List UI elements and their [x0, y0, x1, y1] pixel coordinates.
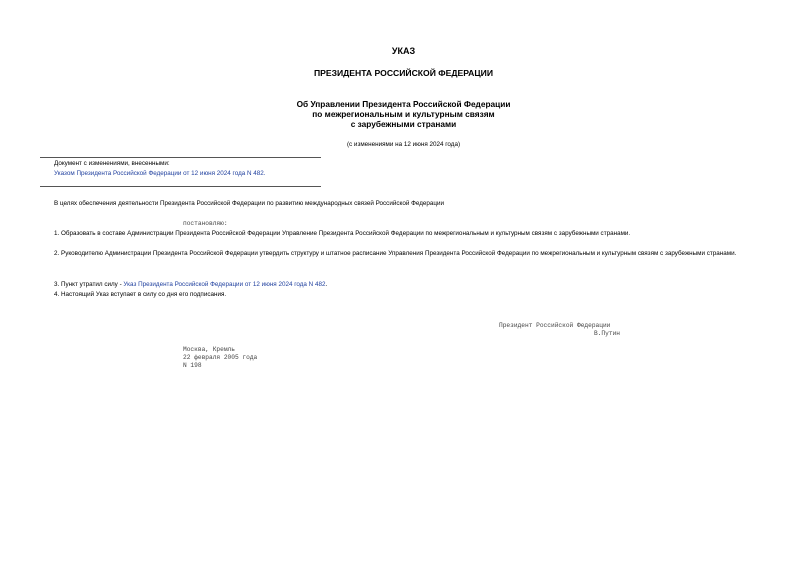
amend-box-top-rule — [40, 157, 321, 158]
item-2: 2. Руководителю Администрации Президента Российской Федерации утвердить структуру и штатное расписание Управления Президента Российской Федерации по межрегиональным и культурным связям с зарубежными странами. — [54, 250, 737, 257]
revision-note: (с изменениями на 12 июня 2024 года) — [346, 141, 461, 148]
subtitle-line: Об Управлении Президента Российской Федерации — [296, 99, 511, 109]
amend-box-bottom-rule — [40, 186, 321, 187]
decree-number: N 198 — [183, 362, 202, 369]
amend-box-link[interactable]: Указом Президента Российской Федерации от 12 июня 2024 года N 482. — [54, 170, 266, 177]
preamble: В целях обеспечения деятельности Президента Российской Федерации по развитию международных связей Российской Федерации — [54, 200, 445, 207]
issuer-title: ПРЕЗИДЕНТА РОССИЙСКОЙ ФЕДЕРАЦИИ — [313, 68, 494, 78]
subtitle-line: с зарубежными странами — [350, 119, 457, 129]
subtitle-line: по межрегиональным и культурным связям — [312, 109, 495, 119]
item-3 — [54, 280, 327, 290]
decree-word: постановляю: — [183, 220, 228, 227]
signature-name: В.Путин — [594, 330, 620, 337]
decree-title: УКАЗ — [391, 46, 416, 56]
item-3-suffix: . — [325, 281, 328, 288]
signing-place: Москва, Кремль — [183, 346, 235, 353]
item-3-prefix: 3. Пункт утратил силу - — [54, 281, 124, 288]
item-3-link[interactable]: Указ Президента Российской Федерации от 12 июня 2024 года N 482 — [123, 281, 326, 288]
signing-date: 22 февраля 2005 года — [183, 354, 258, 361]
signature-position: Президент Российской Федерации — [499, 322, 611, 329]
item-1: 1. Образовать в составе Администрации Президента Российской Федерации Управление Президента Российской Федерации по межрегиональным и культурным связям с зарубежными странами. — [54, 230, 631, 237]
document-subtitle — [0, 99, 807, 129]
amend-box-label: Документ с изменениями, внесенными: — [54, 160, 170, 167]
item-4: 4. Настоящий Указ вступает в силу со дня его подписания. — [54, 291, 227, 298]
